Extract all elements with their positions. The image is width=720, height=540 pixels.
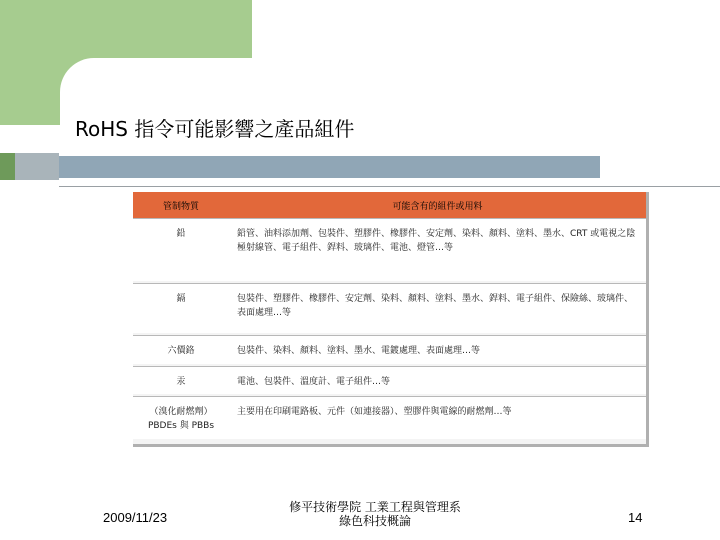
table-row — [133, 336, 646, 364]
footer-department: 修平技術學院 工業工程與管理系 — [289, 500, 461, 514]
title-rule-accent — [0, 153, 15, 180]
rohs-table — [133, 192, 646, 439]
footer-date: 2009/11/23 — [103, 510, 168, 525]
usage-cell: 主要用在印刷電路板、元件（如連接器）、塑膠件與電線的耐燃劑…等 — [229, 397, 646, 439]
table-row — [133, 397, 646, 439]
substance-cell: 六價鉻 — [133, 336, 229, 364]
page-number: 14 — [628, 510, 643, 525]
usage-cell: 電池、包裝件、溫度計、電子組件…等 — [229, 366, 646, 394]
footer-course: 綠色科技概論 — [338, 514, 411, 528]
table-row — [133, 219, 646, 281]
substance-cell: 汞 — [133, 366, 229, 394]
usage-cell: 包裝件、染料、顏料、塗料、墨水、電鍍處理、表面處理…等 — [229, 336, 646, 364]
table-header-row — [133, 192, 646, 219]
title-rule-bar — [59, 156, 600, 178]
usage-cell: 鉛管、油料添加劑、包裝件、塑膠件、橡膠件、安定劑、染料、顏料、塗料、墨水、CRT 或電視之陰極射線管、電子組件、銲料、玻璃件、電池、燈管…等 — [229, 219, 646, 281]
slide-title: RoHS 指令可能影響之產品組件 — [75, 117, 355, 141]
title-underline — [59, 186, 720, 187]
header-usage: 可能含有的組件或用料 — [229, 192, 646, 219]
title-rule-gray — [15, 153, 59, 180]
usage-cell: 包裝件、塑膠件、橡膠件、安定劑、染料、顏料、塗料、墨水、銲料、電子組件、保險絲、玻璃件、表面處理…等 — [229, 283, 646, 333]
substance-cell: （溴化耐燃劑）PBDEs 與 PBBs — [133, 397, 229, 439]
header-substance: 管制物質 — [133, 192, 229, 219]
substance-cell: 鉛 — [133, 219, 229, 281]
footer-organization — [270, 500, 480, 528]
substance-cell: 鎘 — [133, 283, 229, 333]
table-row — [133, 283, 646, 333]
table-row — [133, 366, 646, 394]
